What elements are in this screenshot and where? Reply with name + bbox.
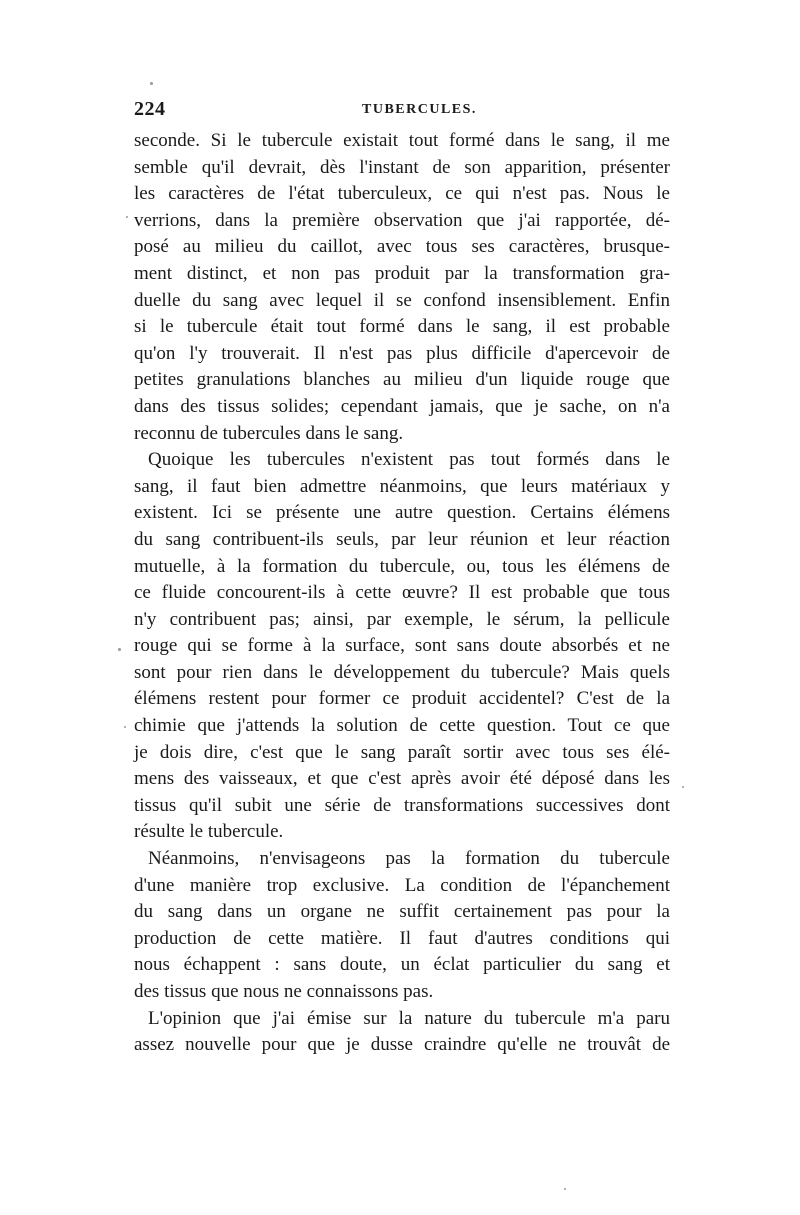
text-line: je dois dire, c'est que le sang paraît sortir avec tous ses élé-: [134, 741, 670, 763]
text-line: rouge qui se forme à la surface, sont sans doute absorbés et ne: [134, 635, 670, 657]
text-line: du sang dans un organe ne suffit certainement pas pour la: [134, 901, 670, 923]
paragraph: [134, 1006, 670, 1059]
text-line: reconnu de tubercules dans le sang.: [134, 422, 404, 444]
text-line: élémens restent pour former ce produit accidentel? C'est de la: [134, 688, 670, 710]
text-line: sont pour rien dans le développement du tubercule? Mais quels: [134, 661, 670, 683]
text-line: seconde. Si le tubercule existait tout formé dans le sang, il me: [134, 130, 670, 151]
text-line: semble qu'il devrait, dès l'instant de son apparition, présenter: [134, 156, 670, 178]
text-line: assez nouvelle pour que je dusse craindre qu'elle ne trouvât de: [134, 1034, 670, 1056]
text-line: chimie que j'attends la solution de cette question. Tout ce que: [134, 715, 670, 737]
body-text: [134, 128, 670, 1059]
text-line: L'opinion que j'ai émise sur la nature du tubercule m'a paru: [148, 1007, 670, 1029]
text-line: Néanmoins, n'envisageons pas la formation du tubercule: [148, 848, 670, 870]
text-line: mens des vaisseaux, et que c'est après avoir été déposé dans les: [134, 768, 670, 790]
text-line: verrions, dans la première observation que j'ai rapportée, dé-: [134, 209, 670, 231]
text-line: ment distinct, et non pas produit par la transformation gra-: [134, 262, 670, 284]
text-line: Quoique les tubercules n'existent pas tout formés dans le: [148, 449, 670, 471]
text-line: n'y contribuent pas; ainsi, par exemple, le sérum, la pellicule: [134, 608, 670, 630]
paragraph: [134, 447, 670, 846]
paper-speck: [124, 726, 126, 728]
text-line: posé au milieu du caillot, avec tous ses caractères, brusque-: [134, 236, 670, 258]
running-title: TUBERCULES.: [362, 102, 477, 117]
paper-speck: [682, 786, 684, 788]
paper-speck: [118, 648, 121, 651]
text-line: si le tubercule était tout formé dans le sang, il est probable: [134, 316, 670, 338]
text-line: des tissus que nous ne connaissons pas.: [134, 981, 434, 1002]
text-line: qu'on l'y trouverait. Il n'est pas plus difficile d'apercevoir de: [134, 342, 670, 364]
running-head: [134, 98, 670, 124]
paper-speck: [150, 82, 153, 85]
text-line: du sang contribuent-ils seuls, par leur réunion et leur réaction: [134, 528, 670, 550]
page-number: 224: [134, 98, 166, 120]
text-line: résulte le tubercule.: [134, 821, 284, 843]
text-line: existent. Ici se présente une autre question. Certains élémens: [134, 502, 670, 524]
text-line: les caractères de l'état tuberculeux, ce qui n'est pas. Nous le: [134, 183, 670, 205]
text-line: production de cette matière. Il faut d'autres conditions qui: [134, 927, 670, 949]
paragraph: [134, 846, 670, 1006]
text-line: tissus qu'il subit une série de transformations successives dont: [134, 794, 670, 816]
text-line: sang, il faut bien admettre néanmoins, que leurs matériaux y: [134, 475, 670, 497]
text-line: petites granulations blanches au milieu d'un liquide rouge que: [134, 369, 670, 391]
text-line: d'une manière trop exclusive. La condition de l'épanchement: [134, 874, 670, 896]
paragraph: [134, 128, 670, 447]
paper-speck: [564, 1188, 566, 1190]
text-line: duelle du sang avec lequel il se confond insensiblement. Enfin: [134, 289, 670, 311]
text-line: dans des tissus solides; cependant jamais, que je sache, on n'a: [134, 395, 670, 417]
text-line: mutuelle, à la formation du tubercule, ou, tous les élémens de: [134, 555, 670, 577]
text-line: nous échappent : sans doute, un éclat particulier du sang et: [134, 954, 670, 976]
text-line: ce fluide concourent-ils à cette œuvre? Il est probable que tous: [134, 582, 670, 604]
paper-speck: [126, 216, 128, 218]
